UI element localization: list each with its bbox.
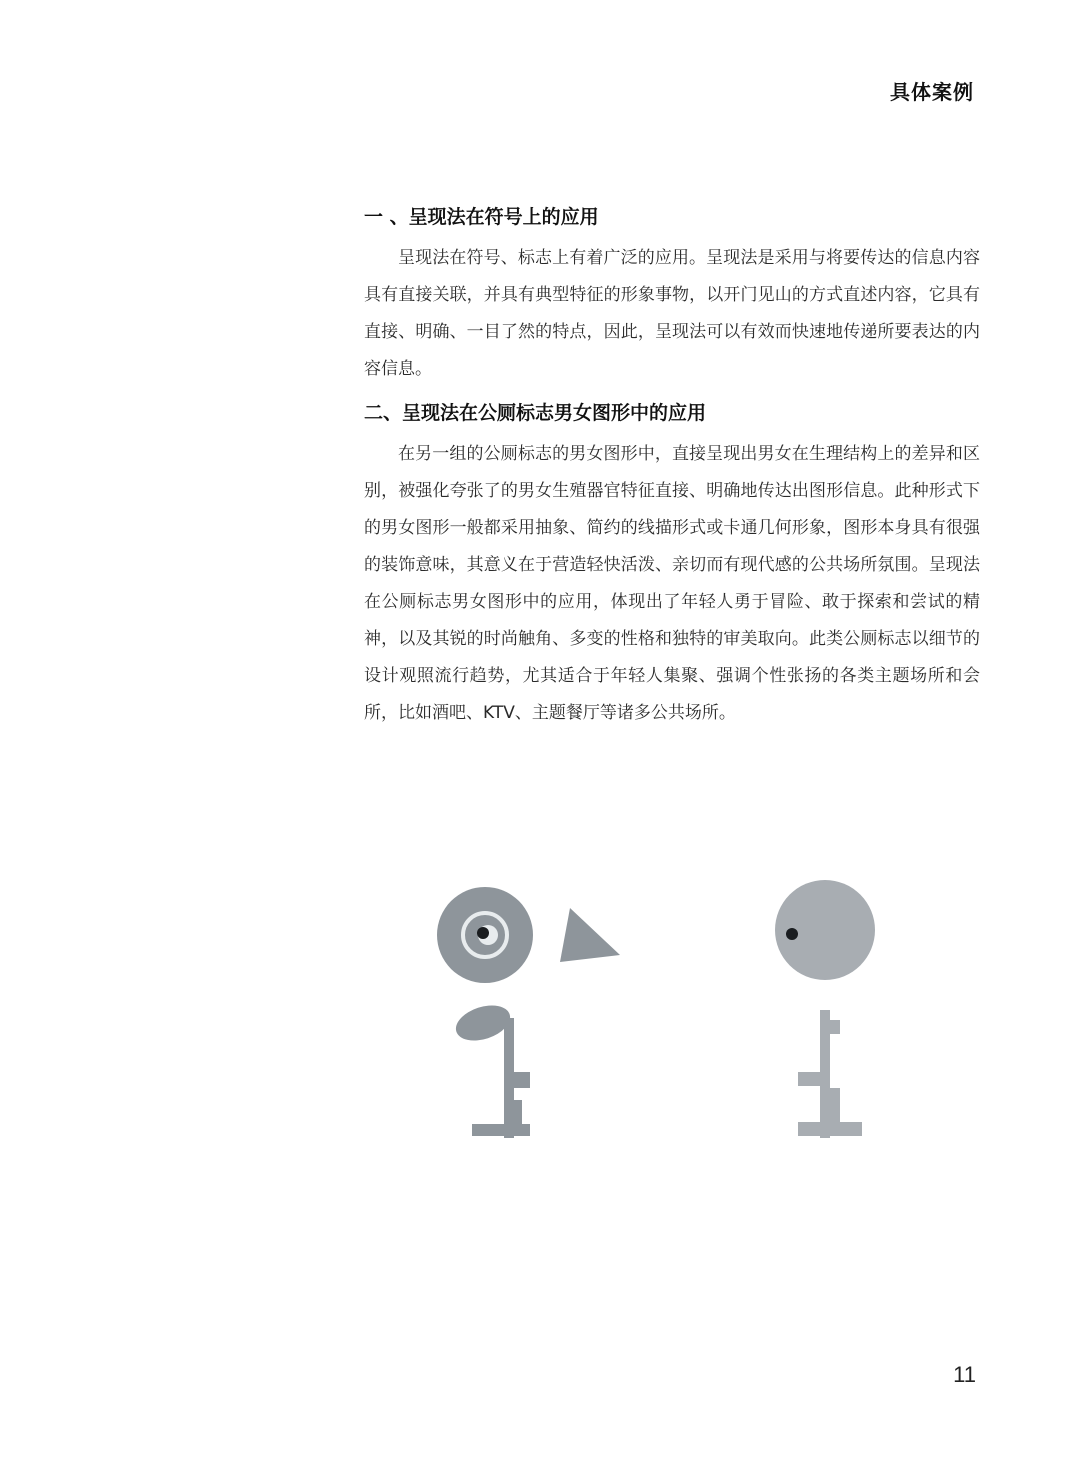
female-stem xyxy=(504,1018,514,1138)
female-pupil xyxy=(477,927,489,939)
female-base xyxy=(472,1124,530,1136)
male-stem xyxy=(820,1010,830,1138)
header-section-label: 具体案例 xyxy=(890,80,974,104)
male-figure xyxy=(775,880,875,1138)
main-content xyxy=(364,202,980,732)
section-body-restroom: 在另一组的公厕标志的男女图形中，直接呈现出男女在生理结构上的差异和区别，被强化夸张了的男女生殖器官特征直接、明确地传达出图形信息。此种形式下的男女图形一般都采用抽象、简约的线描形式或卡通几何形象，图形本身具有很强的装饰意味，其意义在于营造轻快活泼、亲切而有现代感的公共场所氛围。呈现法在公厕标志男女图形中的应用，体现出了年轻人勇于冒险、敢于探索和尝试的精神，以及其锐的时尚触角、多变的性格和独特的审美取向。此类公厕标志以细节的设计观照流行趋势，尤其适合于年轻人集聚、强调个性张扬的各类主题场所和会所，比如酒吧、KTV、主题餐厅等诸多公共场所。 xyxy=(364,444,980,723)
male-side-block xyxy=(798,1072,820,1086)
page-number: 11 xyxy=(953,1362,976,1387)
restroom-sign-svg xyxy=(380,860,980,1160)
female-bow-shape xyxy=(560,908,620,962)
male-base xyxy=(798,1122,862,1136)
male-notch xyxy=(830,1020,840,1034)
restroom-sign-illustration xyxy=(380,860,980,1160)
female-figure xyxy=(437,887,620,1138)
section-body-symbols: 呈现法在符号、标志上有着广泛的应用。呈现法是采用与将要传达的信息内容具有直接关联，并具有典型特征的形象事物，以开门见山的方式直述内容，它具有直接、明确、一目了然的特点，因此，呈现法可以有效而快速地传递所要表达的内容信息。 xyxy=(364,248,980,379)
male-inner-bar xyxy=(830,1088,840,1122)
female-side-block xyxy=(514,1072,530,1088)
section-heading-symbols: 一 、呈现法在符号上的应用 xyxy=(364,206,599,228)
section-heading-restroom: 二、呈现法在公厕标志男女图形中的应用 xyxy=(364,402,707,424)
male-pupil xyxy=(786,928,798,940)
